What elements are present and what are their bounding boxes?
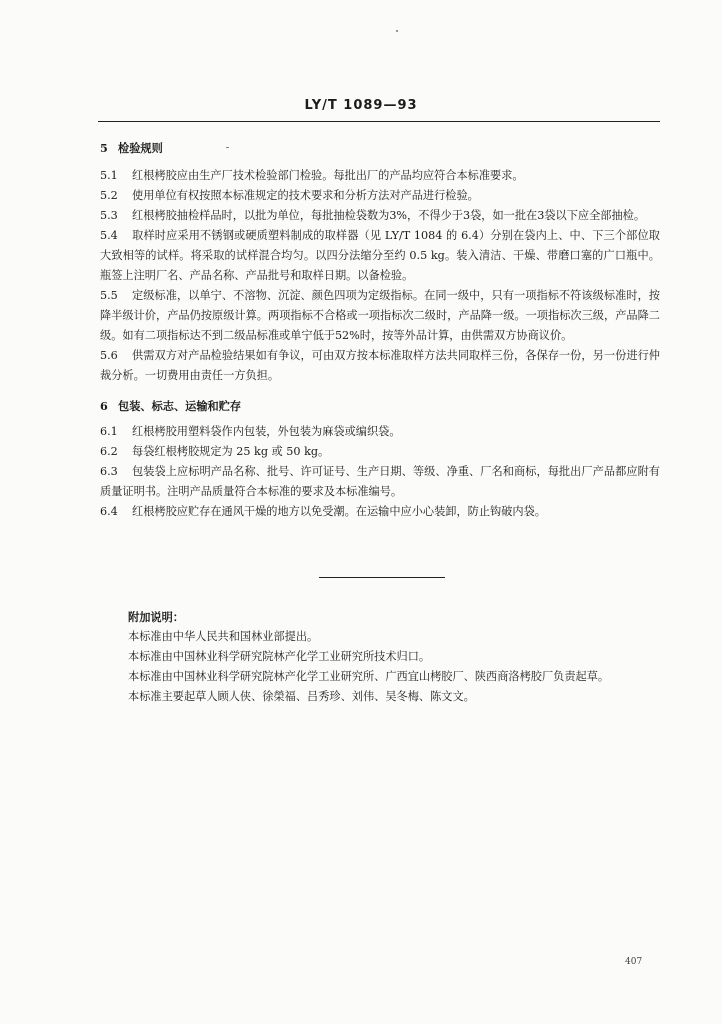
section-title: 包装、标志、运输和贮存: [118, 399, 242, 413]
section-title: 检验规则: [118, 141, 163, 155]
clause-number: 5.2: [100, 189, 118, 202]
clause-number: 5.5: [100, 289, 118, 302]
clause-5-6: [100, 346, 660, 386]
clause-5-5: [100, 286, 660, 346]
section-number: 5: [100, 141, 108, 155]
clause-number: 6.4: [100, 505, 118, 518]
clause-text: 使用单位有权按照本标准规定的技术要求和分析方法对产品进行检验。: [132, 189, 479, 202]
standard-code: LY/T 1089—93: [304, 98, 418, 113]
section-5-heading: [100, 138, 660, 158]
clause-5-4: [100, 226, 660, 286]
clause-number: 5.4: [100, 229, 118, 242]
section-6-heading: [100, 396, 660, 416]
document-body: [100, 138, 660, 522]
clause-5-1: [100, 166, 660, 186]
clause-number: 6.2: [100, 445, 118, 458]
clause-text: 取样时应采用不锈钢或硬质塑料制成的取样器（见 LY/T 1084 的 6.4）分别在袋内上、中、下三个部位取大致相等的试样。将采取的试样混合均匀。以四分法缩分至约 0.5 kg。装入清洁、干燥、带磨口塞的广口瓶中。瓶签上注明厂名、产品名称、产品批号和取样日期。以备检验。: [100, 229, 660, 282]
clause-text: 红根栲胶应贮存在通风干燥的地方以免受潮。在运输中应小心装卸，防止钩破内袋。: [132, 505, 546, 518]
end-divider: [319, 577, 445, 578]
clause-number: 5.1: [100, 169, 118, 182]
clause-number: 6.3: [100, 465, 118, 478]
clause-text: 红根栲胶应由生产厂技术检验部门检验。每批出厂的产品均应符合本标准要求。: [132, 169, 524, 182]
clause-5-3: [100, 206, 660, 226]
clause-text: 供需双方对产品检验结果如有争议，可由双方按本标准取样方法共同取样三份，各保存一份，另一份进行仲裁分析。一切费用由责任一方负担。: [100, 349, 660, 382]
clause-6-2: [100, 442, 660, 462]
clause-number: 5.6: [100, 349, 118, 362]
clause-text: 红根栲胶用塑料袋作内包装，外包装为麻袋或编织袋。: [132, 425, 401, 438]
clause-text: 红根栲胶抽检样品时，以批为单位，每批抽检袋数为3%，不得少于3袋，如一批在3袋以下应全部抽检。: [132, 209, 646, 222]
page-number: 407: [625, 957, 643, 967]
notes-line: 本标准由中国林业科学研究院林产化学工业研究所、广西宜山栲胶厂、陕西商洛栲胶厂负责起草。: [128, 670, 610, 683]
notes-title: 附加说明：: [128, 610, 184, 624]
notes-line: 本标准主要起草人顾人侠、徐榮福、吕秀珍、刘伟、吴冬梅、陈文文。: [128, 690, 475, 703]
notes-line: 本标准由中华人民共和国林业部提出。: [128, 630, 319, 643]
clause-text: 每袋红根栲胶规定为 25 kg 或 50 kg。: [132, 445, 330, 458]
clause-text: 定级标准，以单宁、不溶物、沉淀、颜色四项为定级指标。在同一级中，只有一项指标不符该级标准时，按降半级计价，产品仍按原级计算。两项指标不合格或一项指标次二级时，产品降一级。一项指标次三级，产品降二级。如有二项指标达不到二级品标准或单宁低于52%时，按等外品计算，由供需双方协商议价。: [100, 289, 660, 342]
clause-text: 包装袋上应标明产品名称、批号、许可证号、生产日期、等级、净重、厂名和商标，每批出厂产品都应附有质量证明书。注明产品质量符合本标准的要求及本标准编号。: [100, 465, 660, 498]
clause-6-1: [100, 422, 660, 442]
clause-6-3: [100, 462, 660, 502]
clause-number: 5.3: [100, 209, 118, 222]
scan-speck: [396, 30, 398, 32]
clause-number: 6.1: [100, 425, 118, 438]
section-number: 6: [100, 399, 108, 413]
clause-6-4: [100, 502, 660, 522]
additional-notes: [128, 607, 668, 707]
header-rule: [98, 121, 660, 122]
clause-5-2: [100, 186, 660, 206]
notes-line: 本标准由中国林业科学研究院林产化学工业研究所技术归口。: [128, 650, 431, 663]
